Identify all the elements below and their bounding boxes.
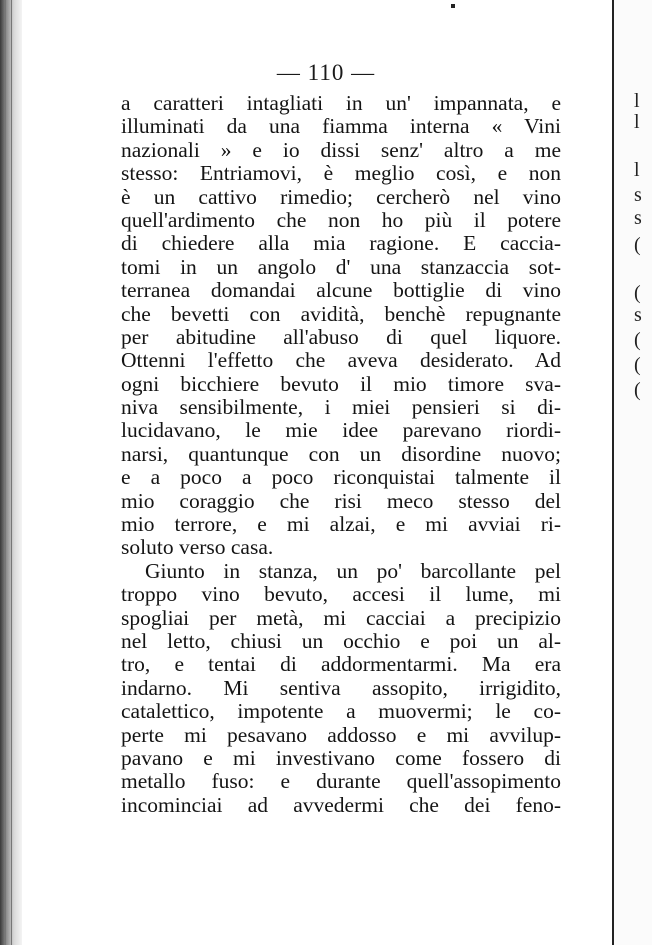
gutter-line [5,0,6,945]
text-line: stesso: Entriamovi, è meglio così, e non [121,161,561,186]
text-line: lucidavano, le mie idee parevano riordi- [121,418,561,443]
text-line: a caratteri intagliati in un' impannata, e [121,91,561,115]
body-text [121,92,561,817]
binding-gutter [0,0,22,945]
edge-char: l [634,159,640,181]
text-line: spogliai per metà, mi cacciai a precipizio [121,605,561,630]
edge-char: s [634,184,642,206]
text-line: mio terrore, e mi alzai, e mi avviai ri- [121,512,561,537]
edge-char: l [634,111,640,133]
gutter-line [11,0,12,945]
text-line: metallo fuso: e durante quell'assopimento [121,769,561,794]
text-line: tro, e tentai di addormentarmi. Ma era [121,652,561,677]
text-line: pavano e mi investivano come fossero di [121,745,561,770]
facing-page-edge [612,0,652,945]
edge-char: ( [634,234,641,256]
text-line: che bevetti con avidità, benchè repugnante [121,301,561,326]
text-line: per abitudine all'abuso di quel liquore. [121,324,561,349]
edge-char: ( [634,379,641,401]
text-line: narsi, quantunque con un disordine nuovo; [121,441,561,466]
text-line: soluto verso casa. [121,535,274,560]
edge-char: s [634,207,642,229]
text-line: troppo vino bevuto, accesi il lume, mi [121,582,561,607]
text-line: perte mi pesavano addosso e mi avvilup- [121,722,561,747]
text-line: quell'ardimento che non ho più il potere [121,207,561,232]
text-line: illuminati da una fiamma interna « Vini [121,114,561,139]
text-line: catalettico, impotente a muovermi; le co- [121,699,561,724]
text-line: nazionali » e io dissi senz' altro a me [121,137,561,162]
text-line: ogni bicchiere bevuto il mio timore sva- [121,371,561,396]
edge-char: l [634,90,640,112]
text-line: Ottenni l'effetto che aveva desiderato. Ad [121,348,561,373]
text-line: mio coraggio che risi meco stesso del [121,488,561,513]
edge-char: ( [634,354,641,376]
page-number: — 110 — [276,60,376,85]
text-line: Giunto in stanza, un po' barcollante pel [145,558,561,583]
text-line: incominciai ad avvedermi che dei feno- [121,792,561,817]
text-line: niva sensibilmente, i miei pensieri si di- [121,395,561,420]
text-line: è un cattivo rimedio; cercherò nel vino [121,184,561,209]
edge-char: ( [634,282,641,304]
text-line: indarno. Mi sentiva assopito, irrigidito, [121,675,561,700]
text-line: tomi in un angolo d' una stanzaccia sot- [121,254,561,279]
edge-char: ( [634,329,641,351]
ink-speck [451,4,455,8]
text-line: di chiedere alla mia ragione. E caccia- [121,231,561,256]
edge-char: s [634,304,642,326]
text-line: nel letto, chiusi un occhio e poi un al- [121,628,561,653]
text-line: e a poco a poco riconquistai talmente il [121,465,561,490]
text-line: terranea domandai alcune bottiglie di vino [121,278,561,303]
